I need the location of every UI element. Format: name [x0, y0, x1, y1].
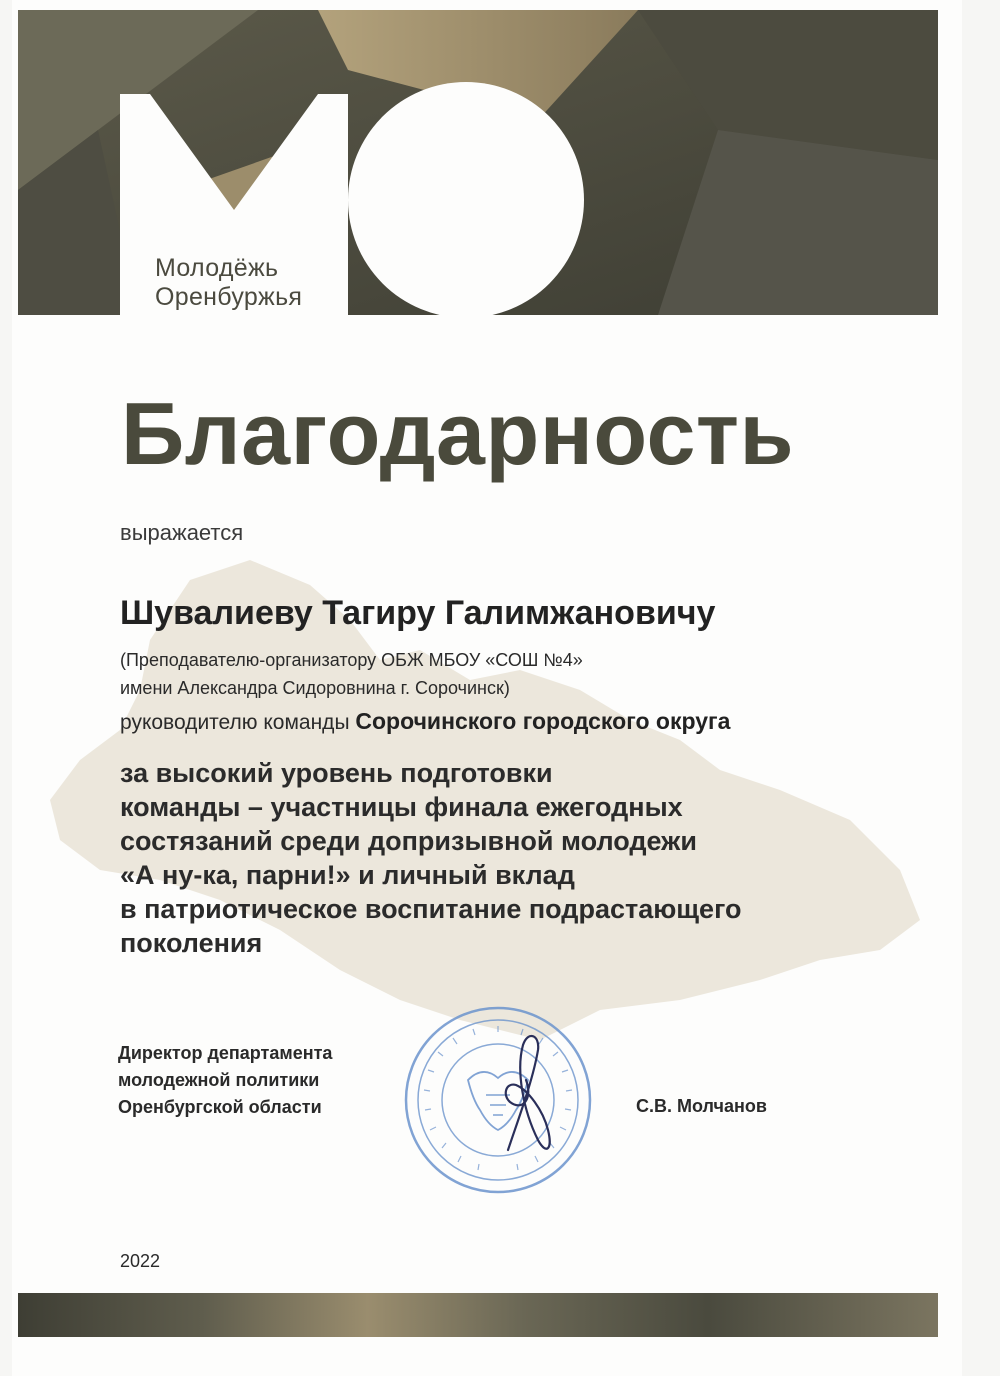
official-stamp	[398, 1000, 598, 1200]
signer-name: С.В. Молчанов	[636, 1096, 767, 1116]
signer-line-1: Директор департамента	[118, 1043, 333, 1063]
header-banner	[18, 10, 938, 315]
team-prefix: руководителю команды	[120, 711, 350, 734]
team-district: Сорочинского городского округа	[355, 708, 731, 734]
recipient-position	[120, 646, 583, 702]
recipient-name: Шувалиеву Тагиру Галимжановичу	[120, 594, 716, 632]
reason-line: поколения	[120, 928, 263, 958]
reason-line: команды – участницы финала ежегодных	[120, 792, 683, 822]
brand-name	[155, 254, 302, 312]
expressed-label: выражается	[120, 520, 244, 545]
signer-line-3: Оренбургской области	[118, 1097, 322, 1117]
position-line-1: (Преподавателю-организатору ОБЖ МБОУ «СОШ №4»	[120, 650, 583, 670]
signer-line-2: молодежной политики	[118, 1070, 320, 1090]
team-line	[120, 708, 730, 735]
footer-bar	[18, 1293, 938, 1337]
signer-title	[118, 1040, 332, 1121]
page-title: Благодарность	[121, 384, 795, 483]
reason-line: «А ну-ка, парни!» и личный вклад	[120, 860, 575, 890]
reason-line: состязаний среди допризывной молодежи	[120, 826, 697, 856]
year: 2022	[120, 1251, 161, 1271]
reason-line: за высокий уровень подготовки	[120, 758, 553, 788]
brand-line-2: Оренбуржья	[155, 283, 303, 311]
reason-line: в патриотическое воспитание подрастающего	[120, 894, 742, 924]
position-line-2: имени Александра Сидоровнина г. Сорочинск)	[120, 678, 510, 698]
brand-line-1: Молодёжь	[155, 254, 279, 282]
reason-text	[120, 756, 741, 960]
